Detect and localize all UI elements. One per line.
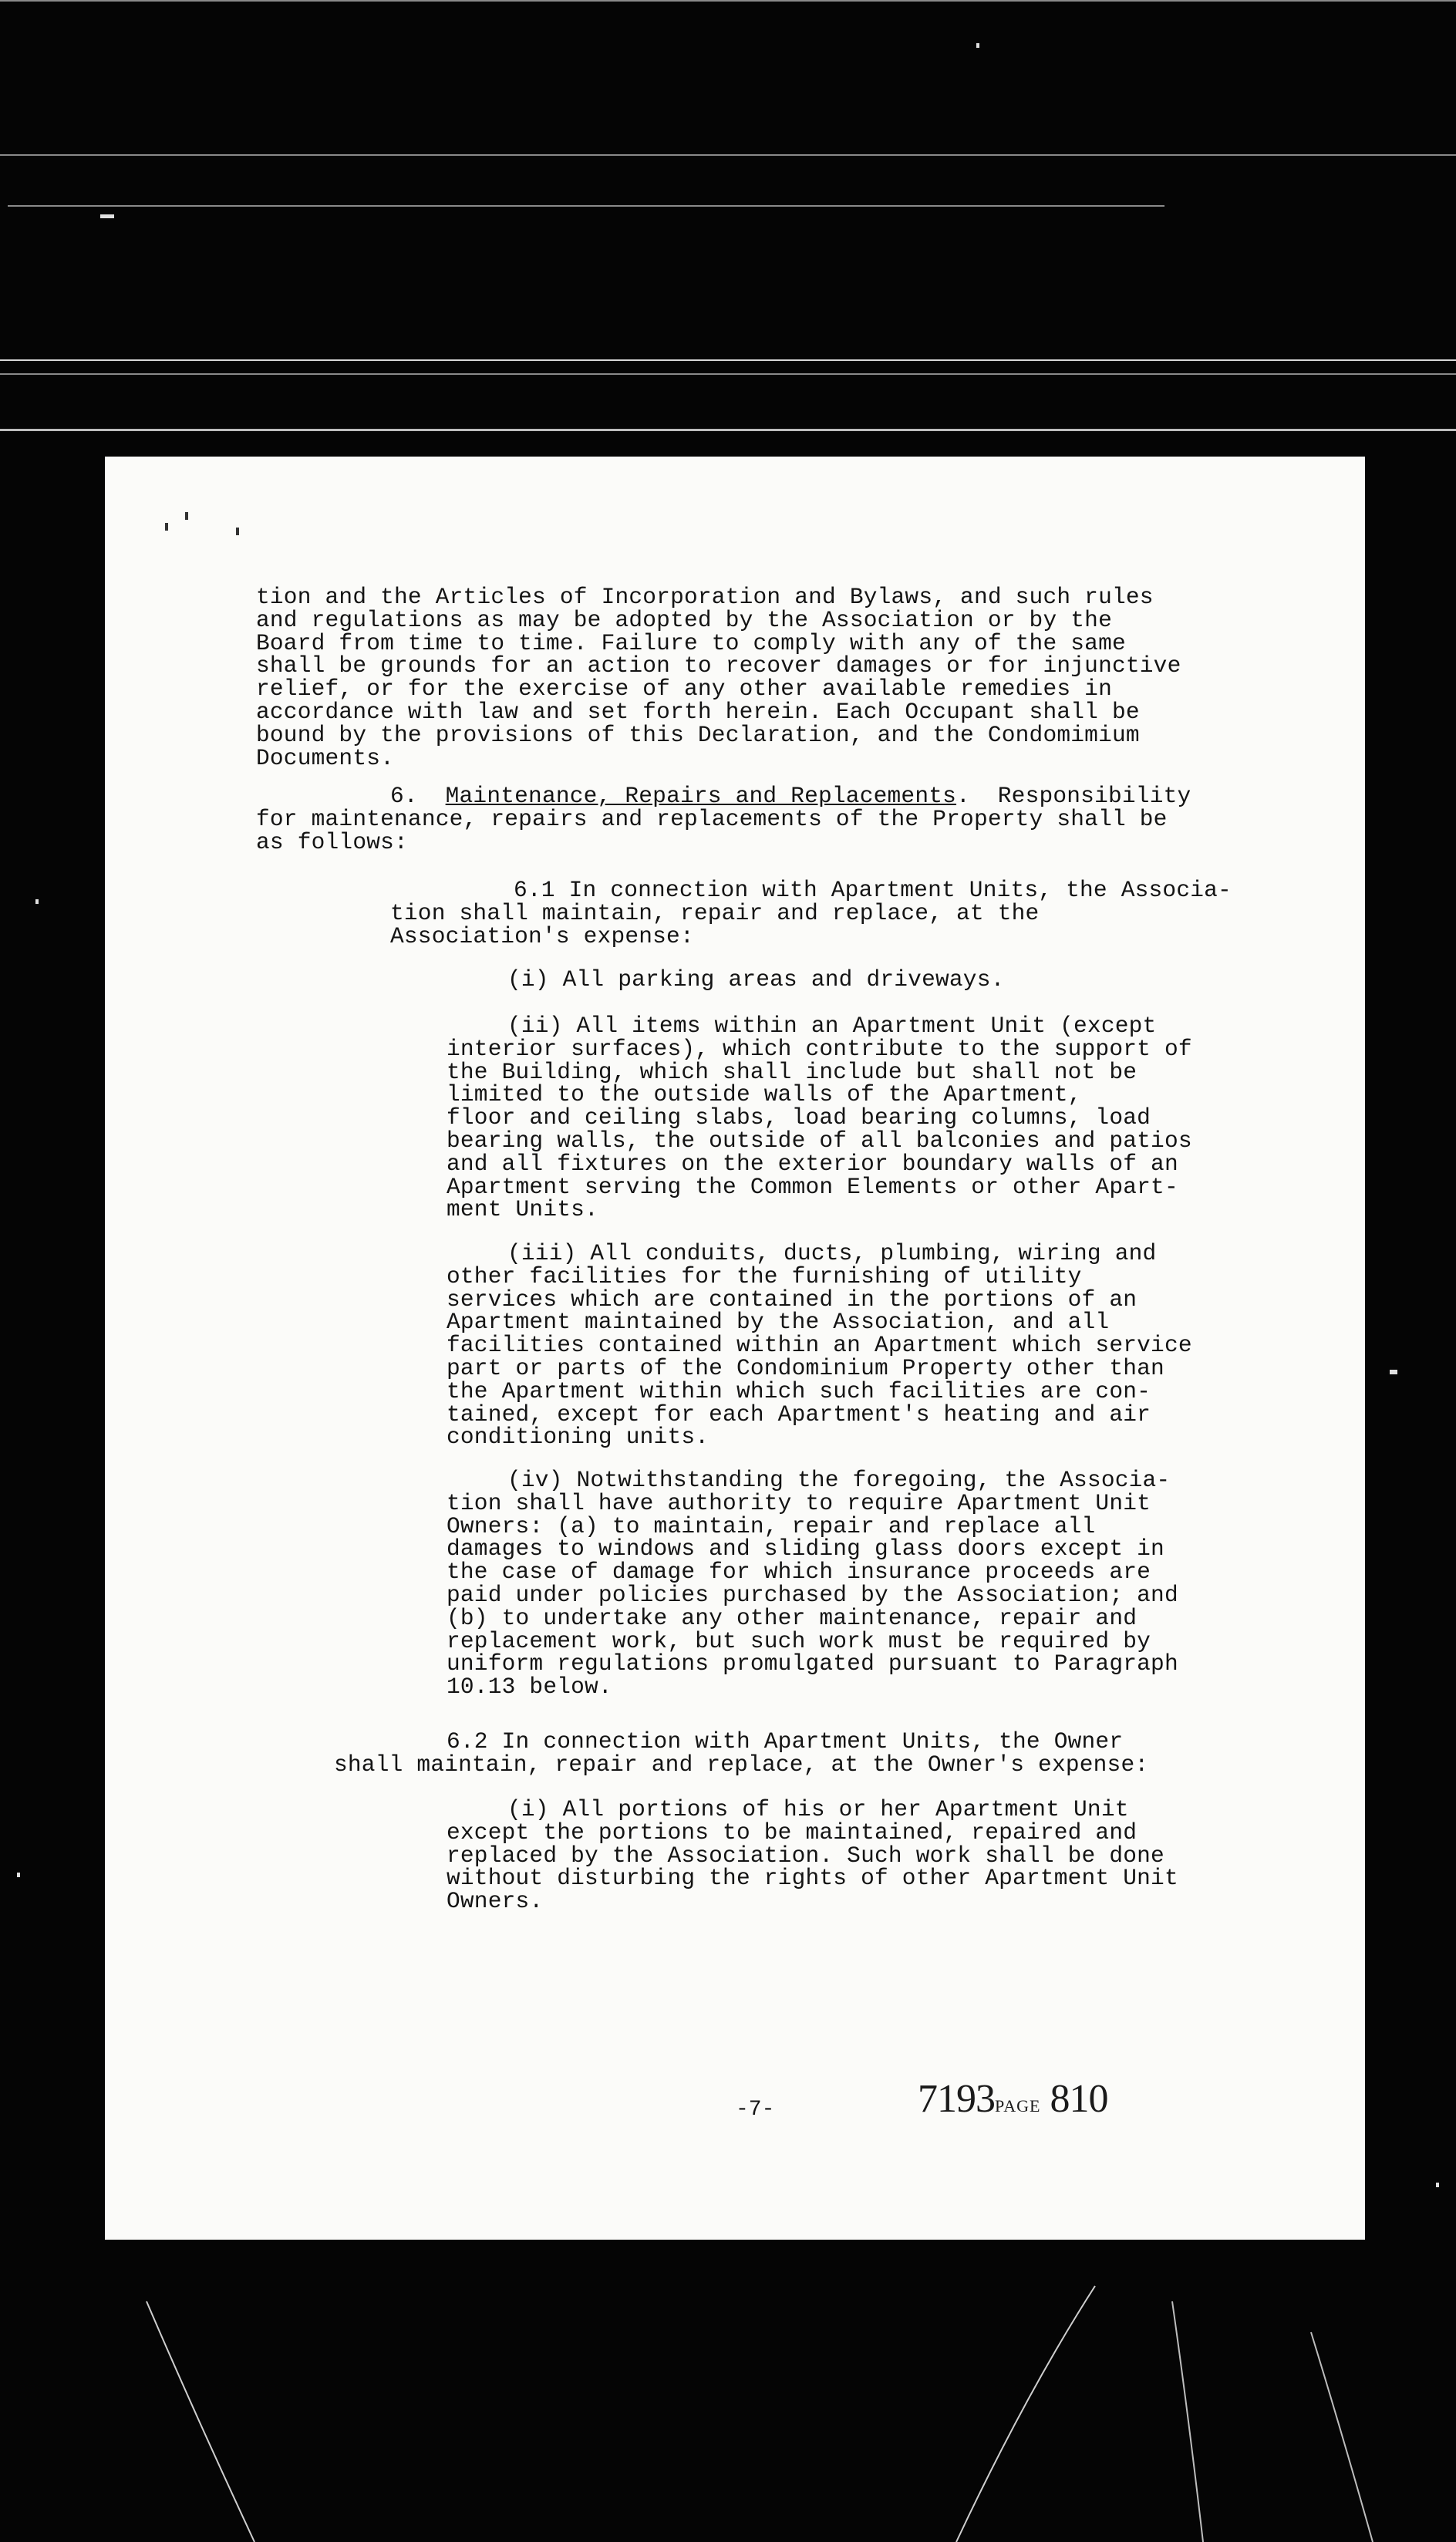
scan-speck bbox=[236, 528, 239, 535]
text-line: and all fixtures on the exterior boundary walls of an bbox=[447, 1150, 1178, 1177]
text-line: 6.1 In connection with Apartment Units, the Associa- bbox=[514, 877, 1232, 903]
text-line: and regulations as may be adopted by the Association or by the bbox=[256, 606, 1112, 633]
text-line: replaced by the Association. Such work shall be done bbox=[447, 1842, 1164, 1869]
section-6 bbox=[256, 785, 1263, 854]
text-line: damages to windows and sliding glass doors except in bbox=[447, 1536, 1164, 1563]
text-line: the Apartment within which such facilities are con- bbox=[447, 1377, 1151, 1404]
document-page bbox=[105, 457, 1365, 2240]
scan-speck bbox=[976, 43, 979, 48]
scan-speck bbox=[185, 512, 188, 520]
text-line: bound by the provisions of this Declaration, and the Condomimium bbox=[256, 721, 1140, 748]
text-line: paid under policies purchased by the Association; and bbox=[447, 1581, 1178, 1608]
scan-speck bbox=[17, 1873, 20, 1877]
text-line: other facilities for the furnishing of utility bbox=[447, 1263, 1082, 1290]
text-line: Apartment serving the Common Elements or other Apart- bbox=[447, 1173, 1178, 1200]
scan-speck bbox=[165, 523, 168, 531]
scan-speck bbox=[1436, 2183, 1439, 2187]
text-line: the Building, which shall include but shall not be bbox=[447, 1058, 1138, 1085]
text-line: Apartment maintained by the Association, and all bbox=[447, 1309, 1110, 1336]
item-6-1-i bbox=[507, 966, 1263, 993]
book-page-reference bbox=[918, 2076, 1107, 2122]
section-6-heading-line: 6. Maintenance, Repairs and Replacements. Responsibility bbox=[256, 785, 1263, 808]
text-line: tion and the Articles of Incorporation and Bylaws, and such rules bbox=[256, 584, 1154, 610]
text-line: except the portions to be maintained, repaired and bbox=[447, 1819, 1138, 1846]
item-6-2-i bbox=[447, 1796, 1263, 1915]
text-line: facilities contained within an Apartment which service bbox=[447, 1332, 1192, 1359]
book-page-number: 810 bbox=[1050, 2077, 1108, 2121]
book-number: 7193 bbox=[918, 2077, 995, 2121]
scan-streak bbox=[8, 205, 1164, 207]
text-line: (iv) Notwithstanding the foregoing, the Associa- bbox=[507, 1467, 1171, 1493]
scan-speck bbox=[100, 214, 114, 218]
subsection-6-2 bbox=[334, 1728, 1263, 1778]
text-line: floor and ceiling slabs, load bearing columns, load bbox=[447, 1104, 1151, 1131]
scan-streak bbox=[0, 359, 1456, 361]
text-line: as follows: bbox=[256, 828, 408, 855]
text-line: (i) All portions of his or her Apartment Unit bbox=[507, 1796, 1129, 1822]
text-line: limited to the outside walls of the Apartment, bbox=[447, 1081, 1082, 1108]
text-line: the case of damage for which insurance proceeds are bbox=[447, 1559, 1151, 1586]
text-line: 6.2 In connection with Apartment Units, the Owner bbox=[447, 1728, 1124, 1755]
text-line: shall be grounds for an action to recover damages or for injunctive bbox=[256, 652, 1181, 679]
text-line: relief, or for the exercise of any other available remedies in bbox=[256, 676, 1112, 703]
scan-streak bbox=[0, 0, 1456, 2]
item-6-1-iv bbox=[447, 1469, 1263, 1699]
scan-streak bbox=[0, 154, 1456, 156]
text-line: shall maintain, repair and replace, at the Owner's expense: bbox=[334, 1751, 1149, 1778]
text-line: tion shall maintain, repair and replace, at the bbox=[390, 899, 1040, 926]
text-line: Owners: (a) to maintain, repair and replace all bbox=[447, 1512, 1096, 1539]
scan-speck bbox=[35, 899, 39, 904]
page-number: -7- bbox=[736, 2098, 775, 2122]
text-line: (ii) All items within an Apartment Unit (except bbox=[507, 1013, 1157, 1039]
text-line: 10.13 below. bbox=[447, 1674, 612, 1701]
scan-speck bbox=[1390, 1370, 1397, 1374]
subsection-6-1 bbox=[390, 879, 1263, 948]
section-number: 6. bbox=[390, 783, 418, 809]
text-line: Documents. bbox=[256, 744, 395, 771]
text-line: part or parts of the Condominium Property other than bbox=[447, 1354, 1164, 1381]
text-line: (iii) All conduits, ducts, plumbing, wiring and bbox=[507, 1240, 1157, 1266]
text-line: Owners. bbox=[447, 1888, 544, 1915]
scan-streak bbox=[0, 429, 1456, 431]
text-line: accordance with law and set forth herein. Each Occupant shall be bbox=[256, 698, 1140, 725]
scan-streak bbox=[0, 373, 1456, 375]
scratch-lines bbox=[0, 2240, 1456, 2542]
text-line: Association's expense: bbox=[390, 922, 694, 949]
text-line: (i) All parking areas and driveways. bbox=[507, 966, 1005, 993]
text-line: tion shall have authority to require Apartment Unit bbox=[447, 1489, 1151, 1516]
text-line: bearing walls, the outside of all balconies and patios bbox=[447, 1127, 1192, 1154]
text-line: interior surfaces), which contribute to the support of bbox=[447, 1035, 1192, 1062]
text-line: conditioning units. bbox=[447, 1424, 709, 1451]
item-6-1-ii bbox=[447, 1015, 1263, 1222]
text-line: (b) to undertake any other maintenance, repair and bbox=[447, 1604, 1138, 1631]
text-line: Board from time to time. Failure to comply with any of the same bbox=[256, 629, 1126, 656]
book-page-label: PAGE bbox=[995, 2096, 1041, 2116]
section-heading: Maintenance, Repairs and Replacements bbox=[445, 783, 957, 809]
text-line: for maintenance, repairs and replacements of the Property shall be bbox=[256, 805, 1168, 832]
text-line: services which are contained in the portions of an bbox=[447, 1286, 1138, 1313]
intro-paragraph bbox=[256, 586, 1263, 770]
text-line: tained, except for each Apartment's heating and air bbox=[447, 1401, 1151, 1428]
text-line: Responsibility bbox=[997, 783, 1191, 809]
text-line: uniform regulations promulgated pursuant to Paragraph bbox=[447, 1650, 1178, 1677]
text-line: ment Units. bbox=[447, 1196, 598, 1223]
item-6-1-iii bbox=[447, 1242, 1263, 1449]
text-line: without disturbing the rights of other Apartment Unit bbox=[447, 1865, 1178, 1892]
text-line: replacement work, but such work must be required by bbox=[447, 1627, 1151, 1654]
